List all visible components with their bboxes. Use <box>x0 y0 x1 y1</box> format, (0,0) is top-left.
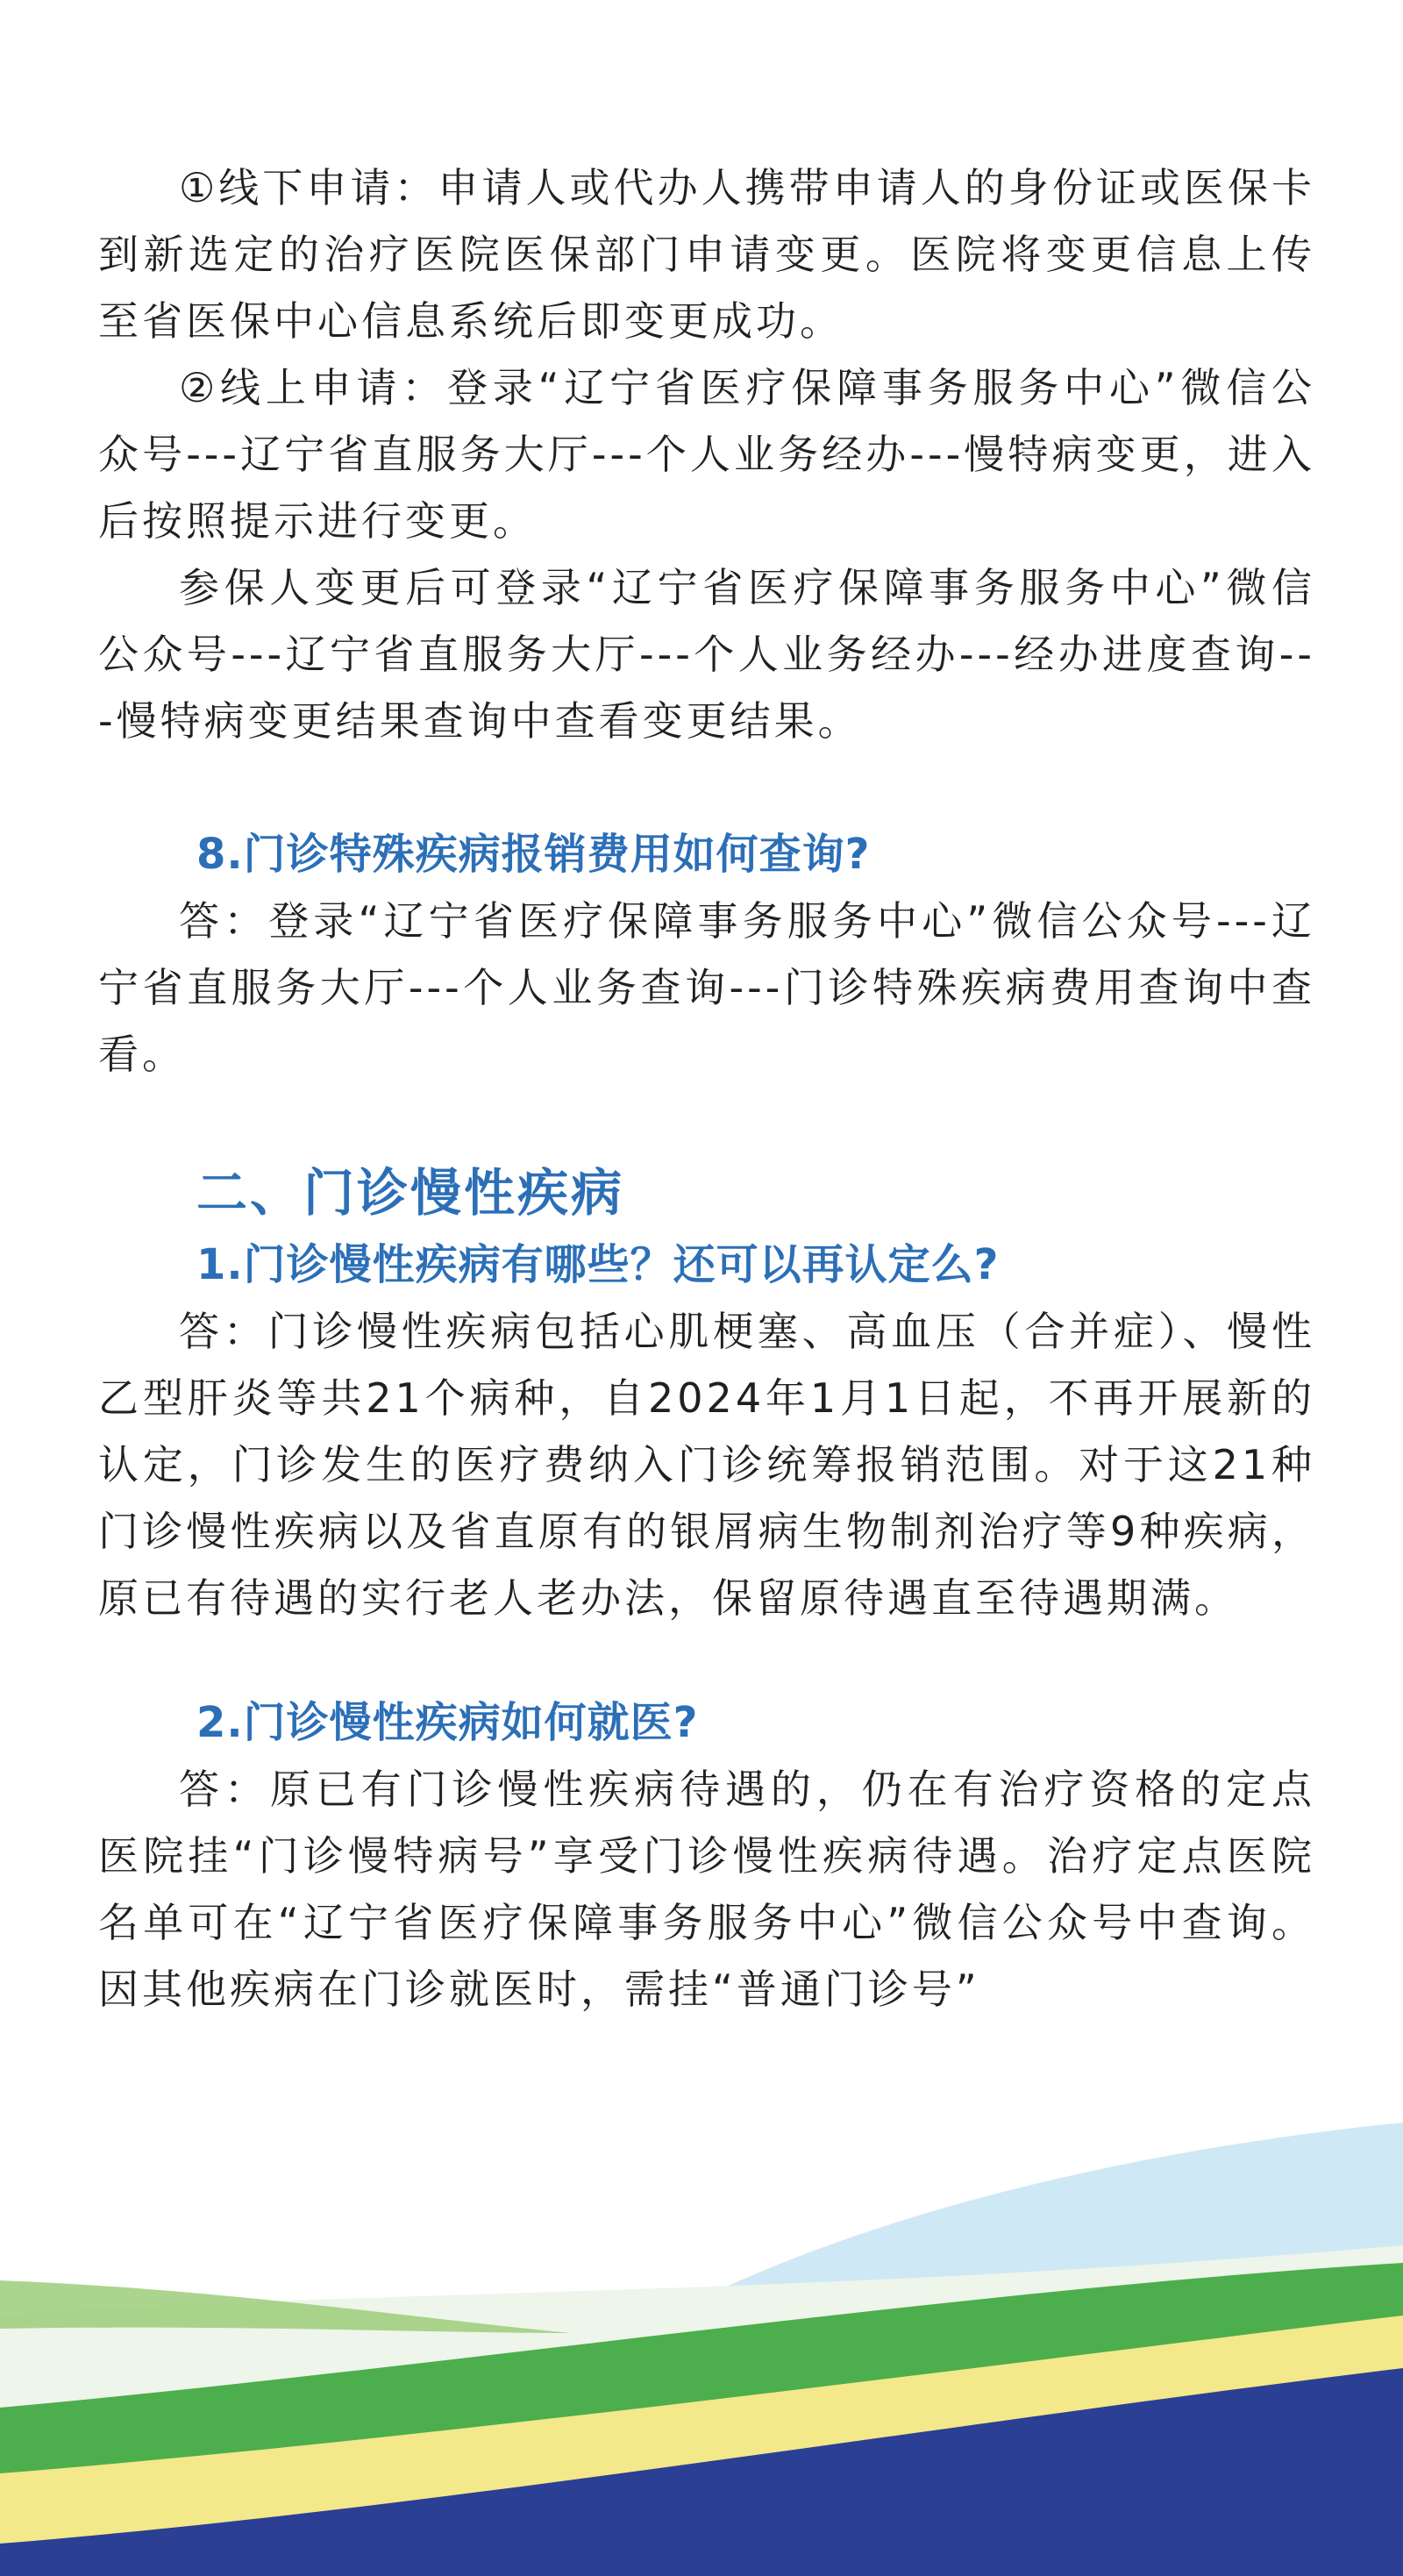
wave-sky-band <box>684 2123 1403 2576</box>
section-2-question-2-heading: 2.门诊慢性疾病如何就医? <box>196 1698 699 1747</box>
wave-pale-band <box>0 2245 1403 2576</box>
online-application-paragraph: ②线上申请：登录“辽宁省医疗保障事务服务中心”微信公众号---辽宁省直服务大厅---个人业务经办---慢特病变更，进入后按照提示进行变更。 <box>98 364 1315 545</box>
change-result-paragraph: 参保人变更后可登录“辽宁省医疗保障事务服务中心”微信公众号---辽宁省直服务大厅---个人业务经办---经办进度查询---慢特病变更结果查询中查看变更结果。 <box>98 564 1315 745</box>
wave-green-band <box>0 2263 1403 2482</box>
spacer <box>98 1631 1315 1689</box>
page-content <box>98 154 1315 2023</box>
section-2-question-1-answer: 答：门诊慢性疾病包括心肌梗塞、高血压（合并症）、慢性乙型肝炎等共21个病种，自2024年1月1日起，不再开展新的认定，门诊发生的医疗费纳入门诊统筹报销范围。对于这21种门诊慢性疾病以及省直原有的银屑病生物制剂治疗等9种疾病，原已有待遇的实行老人老办法，保留原待遇直至待遇期满。 <box>98 1308 1315 1622</box>
spacer <box>98 1088 1315 1154</box>
section-2-question-1-heading: 1.门诊慢性疾病有哪些？还可以再认定么? <box>196 1240 1000 1289</box>
wave-navy-band <box>0 2368 1403 2576</box>
section-2-heading: 二、门诊慢性疾病 <box>196 1163 625 1223</box>
wave-yellow-band <box>0 2316 1403 2544</box>
spacer <box>98 754 1315 821</box>
question-8-heading: 8.门诊特殊疾病报销费用如何查询? <box>196 830 871 879</box>
wave-light-green-band <box>0 2280 570 2333</box>
question-8-answer: 答：登录“辽宁省医疗保障事务服务中心”微信公众号---辽宁省直服务大厅---个人业务查询---门诊特殊疾病费用查询中查看。 <box>98 897 1315 1078</box>
offline-application-paragraph: ①线下申请：申请人或代办人携带申请人的身份证或医保卡到新选定的治疗医院医保部门申请变更。医院将变更信息上传至省医保中心信息系统后即变更成功。 <box>98 164 1315 345</box>
section-2-question-2-answer: 答：原已有门诊慢性疾病待遇的，仍在有治疗资格的定点医院挂“门诊慢特病号”享受门诊慢性疾病待遇。治疗定点医院名单可在“辽宁省医疗保障事务服务中心”微信公众号中查询。因其他疾病在门诊就医时，需挂“普通门诊号” <box>98 1766 1315 2013</box>
